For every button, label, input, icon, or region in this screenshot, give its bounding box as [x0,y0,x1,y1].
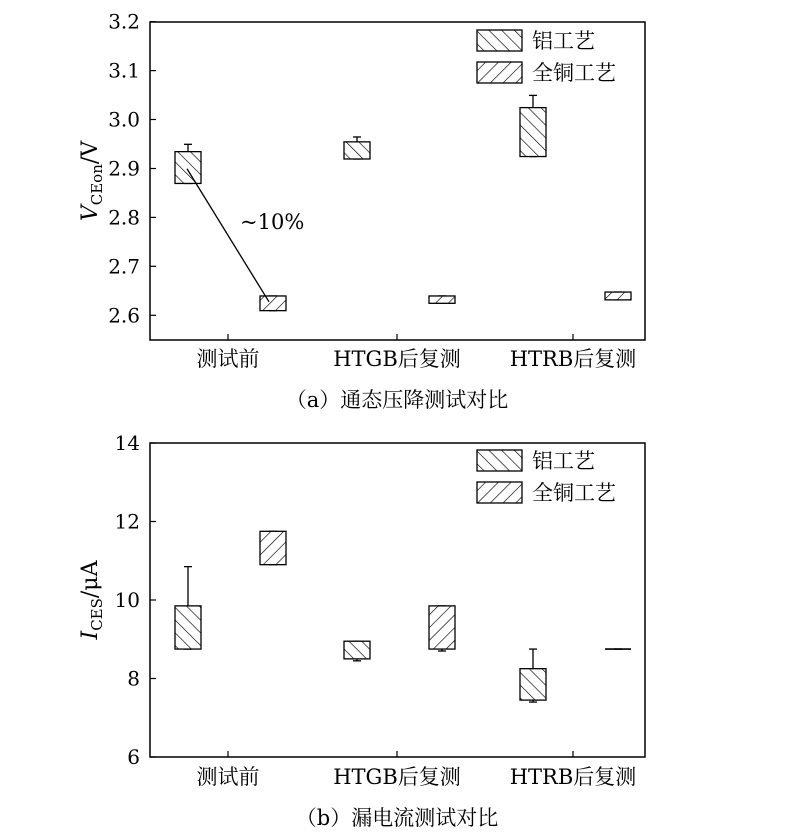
panel-b-ytick-label: 14 [114,431,140,455]
panel-b-category-label: HTGB后复测 [333,765,461,789]
panel-a-ytick-label: 2.9 [108,156,140,181]
box-body [344,641,370,659]
legend-label-al: 铝工艺 [532,29,595,53]
box-cu-1 [260,296,286,311]
panel-b-ytick-label: 6 [127,745,140,769]
panel-a [78,10,645,412]
legend-swatch-al [477,450,522,471]
panel-a-annotation-line [187,169,269,302]
panel-b-legend [477,449,616,505]
legend-label-al: 铝工艺 [532,449,595,473]
panel-a-yticks [108,10,156,328]
box-al-2 [344,137,370,159]
box-cu-2 [429,296,455,303]
panel-a-ylabel [78,140,106,221]
panel-b-ytick-label: 12 [114,509,140,534]
box-cu-2 [429,606,455,651]
panel-a-ytick-label: 3.2 [108,9,140,34]
box-al-3 [520,649,546,702]
panel-a-ylabel-main: V [78,205,103,222]
box-body [175,152,201,184]
panel-a-ytick-label: 3.0 [108,107,140,132]
box-al-1 [175,144,201,183]
panel-b-ytick-label: 8 [127,666,140,691]
panel-a-ytick-label: 2.6 [108,303,140,328]
box-body [605,292,631,300]
box-body [429,606,455,649]
box-al-3 [520,95,546,156]
box-body [429,296,455,303]
legend-swatch-cu [477,482,522,503]
panel-a-category-label: 测试前 [196,347,260,371]
box-al-1 [175,567,201,649]
panel-b-ylabel [78,559,106,640]
box-body [260,531,286,564]
panel-b-ytick-label: 10 [114,588,140,612]
box-cu-1 [260,531,286,564]
legend-swatch-al [477,30,522,51]
panel-a-ytick-label: 3.1 [108,58,140,83]
panel-a-legend [477,29,616,85]
box-body [520,108,546,157]
box-body [344,142,370,159]
panel-a-category-label: HTGB后复测 [333,347,461,371]
panel-a-boxes [175,95,631,310]
panel-b [78,431,645,830]
box-body [175,606,201,649]
panel-b-category-label: 测试前 [196,765,260,789]
panel-a-ytick-label: 2.7 [108,254,140,279]
legend-label-cu: 全铜工艺 [532,481,616,505]
panel-a-ytick-label: 2.8 [108,205,140,230]
panel-a-annotation: ~10% [240,210,305,234]
panel-a-ylabel-sub: CEon [88,164,106,206]
box-cu-3 [605,292,631,300]
panel-b-caption: （b）漏电流测试对比 [295,806,499,830]
panel-b-ylabel-unit: /μA [78,560,103,599]
panel-b-ylabel-main: I [78,630,103,640]
panel-b-ylabel-sub: CES [88,598,106,631]
box-al-2 [344,641,370,661]
panel-b-category-label: HTRB后复测 [509,765,637,789]
box-body [260,296,286,311]
legend-swatch-cu [477,62,522,83]
panel-a-ylabel-unit: /V [78,140,103,165]
legend-label-cu: 全铜工艺 [532,61,616,85]
box-body [520,669,546,700]
panel-a-category-label: HTRB后复测 [509,347,637,371]
panel-a-caption: （a）通态压降测试对比 [285,388,509,412]
panel-b-boxes [175,531,631,702]
